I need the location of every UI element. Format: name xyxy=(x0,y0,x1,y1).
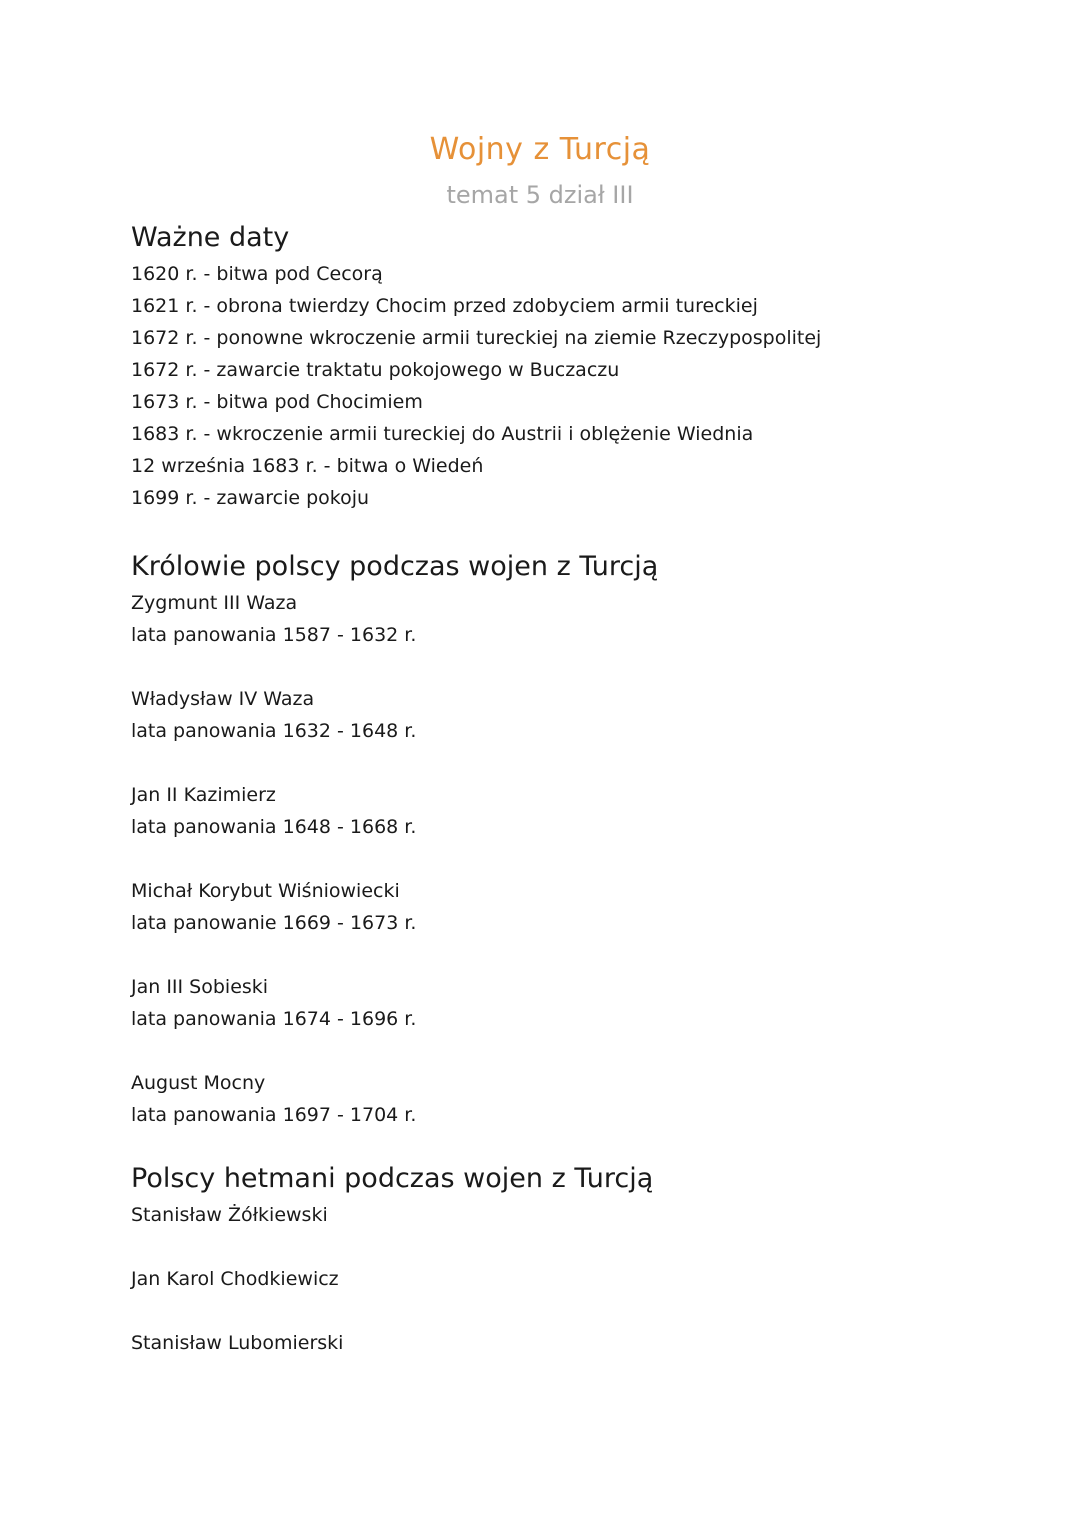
document-content xyxy=(131,218,1031,1359)
date-item: 1683 r. - wkroczenie armii tureckiej do Austrii i oblężenie Wiednia xyxy=(131,423,754,445)
king-name: Jan III Sobieski xyxy=(131,976,269,998)
dates-list xyxy=(131,258,1031,514)
king-name: August Mocny xyxy=(131,1072,266,1094)
king-entry xyxy=(131,971,1031,1035)
king-reign: lata panowania 1648 - 1668 r. xyxy=(131,816,417,838)
date-item: 1672 r. - ponowne wkroczenie armii tureckiej na ziemie Rzeczypospolitej xyxy=(131,327,822,349)
king-entry xyxy=(131,779,1031,843)
hetmani-heading: Polscy hetmani podczas wojen z Turcją xyxy=(131,1163,654,1194)
hetman-name: Stanisław Żółkiewski xyxy=(131,1204,328,1226)
date-item: 1620 r. - bitwa pod Cecorą xyxy=(131,263,383,285)
king-name: Jan II Kazimierz xyxy=(131,784,276,806)
page-title: Wojny z Turcją xyxy=(429,132,651,167)
king-reign: lata panowania 1674 - 1696 r. xyxy=(131,1008,417,1030)
date-item: 1672 r. - zawarcie traktatu pokojowego w Buczaczu xyxy=(131,359,620,381)
kings-list xyxy=(131,587,1031,1131)
date-item: 1621 r. - obrona twierdzy Chocim przed zdobyciem armii tureckiej xyxy=(131,295,758,317)
king-name: Zygmunt III Waza xyxy=(131,592,298,614)
date-item: 1699 r. - zawarcie pokoju xyxy=(131,487,370,509)
hetmani-list xyxy=(131,1199,1031,1359)
king-entry xyxy=(131,875,1031,939)
king-reign: lata panowanie 1669 - 1673 r. xyxy=(131,912,417,934)
king-reign: lata panowania 1587 - 1632 r. xyxy=(131,624,417,646)
page-subtitle: temat 5 dział III xyxy=(446,181,634,209)
date-item: 1673 r. - bitwa pod Chocimiem xyxy=(131,391,423,413)
king-entry xyxy=(131,587,1031,651)
king-name: Władysław IV Waza xyxy=(131,688,315,710)
date-item: 12 września 1683 r. - bitwa o Wiedeń xyxy=(131,455,484,477)
king-entry xyxy=(131,1067,1031,1131)
hetman-name: Jan Karol Chodkiewicz xyxy=(131,1268,339,1290)
king-reign: lata panowania 1697 - 1704 r. xyxy=(131,1104,417,1126)
hetman-name: Stanisław Lubomierski xyxy=(131,1332,344,1354)
king-name: Michał Korybut Wiśniowiecki xyxy=(131,880,400,902)
kings-heading: Królowie polscy podczas wojen z Turcją xyxy=(131,551,659,582)
dates-heading: Ważne daty xyxy=(131,222,290,253)
king-reign: lata panowania 1632 - 1648 r. xyxy=(131,720,417,742)
king-entry xyxy=(131,683,1031,747)
